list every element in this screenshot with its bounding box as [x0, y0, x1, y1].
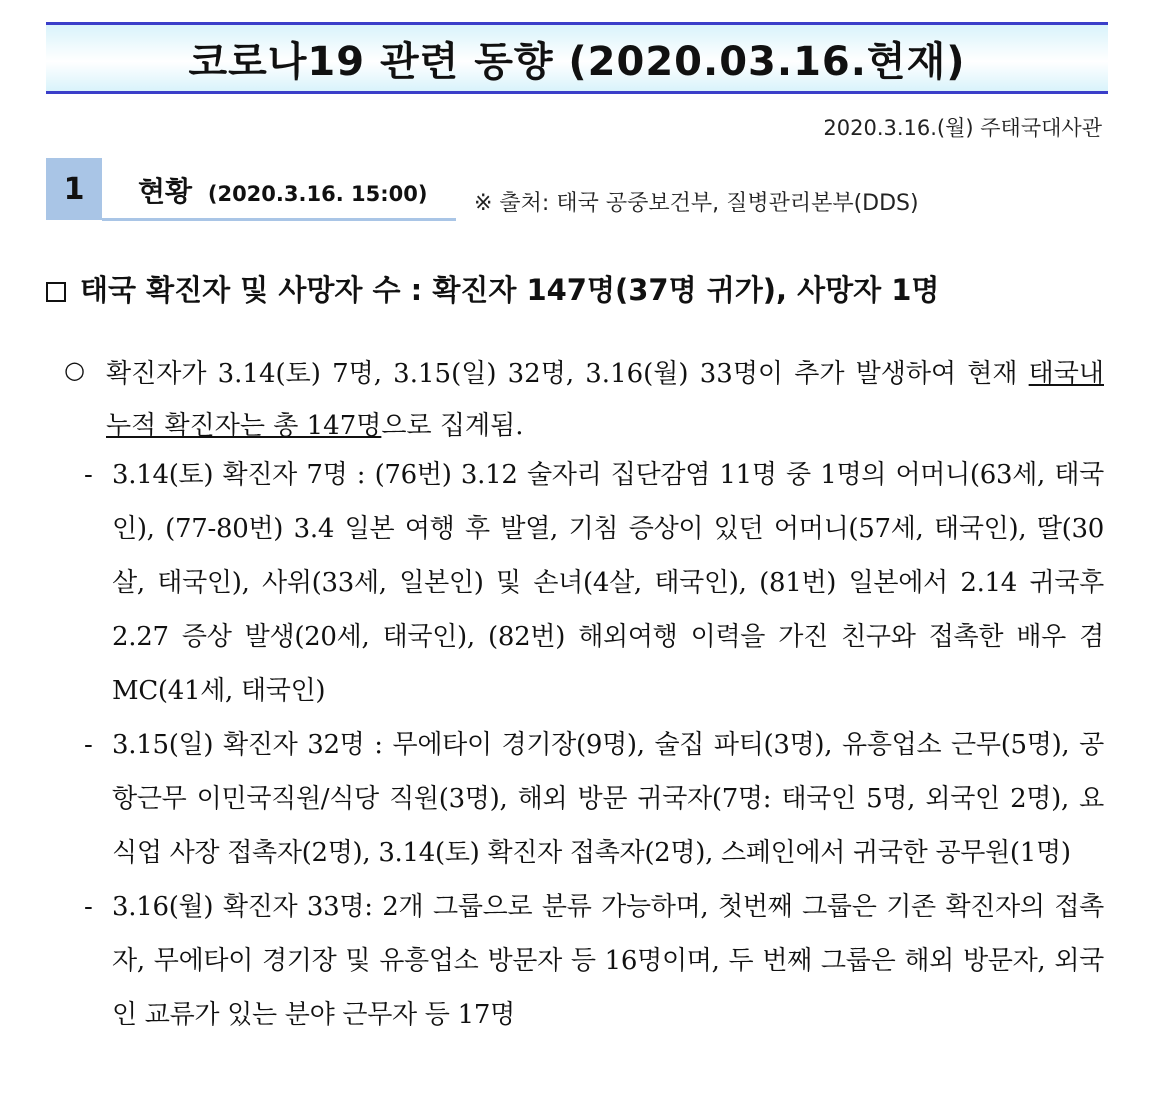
- summary-text: [106, 348, 1104, 452]
- section-header: [46, 158, 456, 222]
- summary-text-underlined: 태국내 누적 확진자는 총 147명: [106, 359, 1104, 441]
- section-underline: [102, 218, 456, 221]
- section-title-text: 현황: [138, 175, 193, 208]
- section-number: 1: [46, 158, 102, 220]
- list-item: [84, 718, 1104, 880]
- title-banner: [46, 22, 1108, 94]
- detail-list: [84, 448, 1104, 1042]
- dash-bullet: -: [84, 460, 93, 490]
- headline: [46, 268, 1116, 309]
- list-item: [84, 448, 1104, 718]
- dash-bullet: -: [84, 730, 93, 760]
- circle-bullet-icon: ○: [64, 356, 85, 384]
- headline-text: 태국 확진자 및 사망자 수 : 확진자 147명(37명 귀가), 사망자 1명: [80, 273, 940, 307]
- section-title: [138, 170, 427, 210]
- source-note: ※ 출처: 태국 공중보건부, 질병관리본부(DDS): [474, 191, 919, 216]
- list-item-text: 3.16(월) 확진자 33명: 2개 그룹으로 분류 가능하며, 첫번째 그룹은 기존 확진자의 접촉자, 무에타이 경기장 및 유흥업소 방문자 등 16명이며, 두 번째 그룹은 해외 방문자, 외국인 교류가 있는 분야 근무자 등 17명: [112, 892, 1104, 1030]
- summary-text-part2: 으로 집계됨.: [381, 411, 524, 441]
- list-item: [84, 880, 1104, 1042]
- document-title: 코로나19 관련 동향 (2020.03.16.현재): [188, 38, 966, 85]
- dash-bullet: -: [84, 892, 93, 922]
- list-item-text: 3.14(토) 확진자 7명 : (76번) 3.12 술자리 집단감염 11명 중 1명의 어머니(63세, 태국인), (77-80번) 3.4 일본 여행 후 발열, 기침 증상이 있던 어머니(57세, 태국인), 딸(30살, 태국인), 사위(33세, 일본인) 및 손녀(4살, 태국인), (81번) 일본에서 2.14 귀국후 2.27 증상 발생(20세, 태국인), (82번) 해외여행 이력을 가진 친구와 접촉한 배우 겸 MC(41세, 태국인): [112, 460, 1104, 706]
- section-timestamp: (2020.3.16. 15:00): [207, 182, 428, 206]
- date-and-issuer: 2020.3.16.(월) 주태국대사관: [823, 116, 1102, 140]
- summary-text-part1: 확진자가 3.14(토) 7명, 3.15(일) 32명, 3.16(월) 33명이 추가 발생하여 현재: [106, 359, 1029, 389]
- list-item-text: 3.15(일) 확진자 32명 : 무에타이 경기장(9명), 술집 파티(3명), 유흥업소 근무(5명), 공항근무 이민국직원/식당 직원(3명), 해외 방문 귀국자(7명: 태국인 5명, 외국인 2명), 요식업 사장 접촉자(2명), 3.14(토) 확진자 접촉자(2명), 스페인에서 귀국한 공무원(1명): [112, 730, 1104, 868]
- checkbox-icon: [46, 282, 66, 302]
- summary-item: [64, 348, 1104, 452]
